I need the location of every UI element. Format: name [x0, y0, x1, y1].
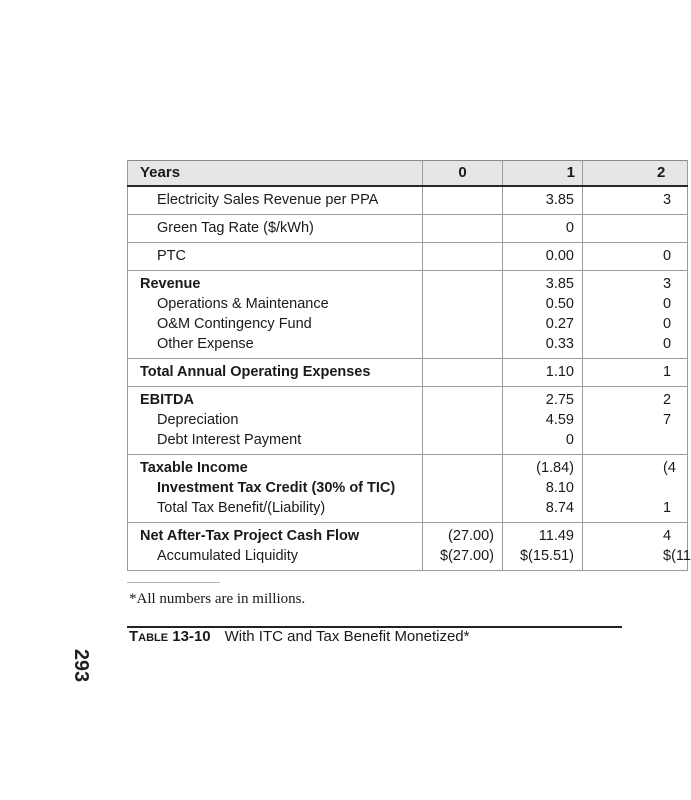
cell-year-1: $(15.51)	[519, 548, 574, 564]
cell-year-1: 2.75	[545, 392, 574, 408]
caption-text: With ITC and Tax Benefit Monetized*	[224, 628, 470, 645]
cell-year-2: 2	[663, 392, 672, 408]
table-row	[128, 215, 688, 243]
table-row	[128, 523, 688, 571]
table-row	[128, 359, 688, 387]
cell-year-1: 11.49	[538, 528, 574, 544]
row-label: Green Tag Rate ($/kWh)	[157, 220, 314, 236]
row-label-ebitda: EBITDA	[140, 392, 194, 408]
row-label: Depreciation	[157, 412, 239, 428]
cell-year-1: 0	[565, 432, 574, 448]
cell-year-2: 1	[663, 364, 672, 380]
table-row	[128, 387, 688, 455]
row-label-itc: Investment Tax Credit (30% of TIC)	[157, 480, 396, 496]
cell-year-0: $(27.00)	[439, 548, 494, 564]
table-caption	[129, 628, 469, 645]
cell-year-0	[423, 478, 494, 498]
row-label: Total Tax Benefit/(Liability)	[157, 500, 326, 516]
row-label: Debt Interest Payment	[157, 432, 302, 448]
cell-year-2: $(11	[663, 548, 691, 564]
cell-year-1: 0	[565, 220, 574, 236]
table-row	[128, 243, 688, 271]
cell-year-2	[663, 218, 687, 238]
row-label: Other Expense	[157, 336, 254, 352]
cash-flow-table	[127, 160, 691, 571]
cell-year-2: 3	[663, 276, 672, 292]
row-label: PTC	[157, 248, 186, 264]
cell-year-2: 0	[663, 336, 672, 352]
footnote: *All numbers are in millions.	[129, 591, 306, 607]
footnote-divider	[127, 582, 220, 583]
cell-year-2: 1	[663, 500, 672, 516]
cell-year-1: 0.00	[545, 248, 574, 264]
cell-year-0	[423, 430, 494, 450]
page-number	[64, 648, 98, 682]
header-years: Years	[128, 161, 423, 187]
cell-year-1: 8.10	[545, 480, 574, 496]
table-header-row	[128, 161, 688, 187]
cell-year-2: 3	[663, 192, 672, 208]
cell-year-2	[663, 430, 687, 450]
row-label-taxable-income: Taxable Income	[140, 460, 248, 476]
cell-year-1: 0.50	[545, 296, 574, 312]
cell-year-1: 1.10	[545, 364, 574, 380]
table-row	[128, 271, 688, 359]
header-year-2: 2	[583, 161, 688, 187]
cell-year-1: 8.74	[545, 500, 574, 516]
header-year-0: 0	[423, 161, 503, 187]
cell-year-2: 4	[663, 528, 672, 544]
cell-year-1: 3.85	[545, 276, 574, 292]
cell-year-0	[423, 498, 494, 518]
row-label-revenue: Revenue	[140, 276, 201, 292]
cell-year-2	[663, 478, 687, 498]
cell-year-2: 7	[663, 412, 672, 428]
row-label-total-opex: Total Annual Operating Expenses	[140, 364, 371, 380]
cell-year-0	[423, 362, 494, 382]
table-row	[128, 186, 688, 215]
cell-year-2: 0	[663, 316, 672, 332]
cell-year-0	[423, 294, 494, 314]
cell-year-1: 0.27	[545, 316, 574, 332]
cell-year-0	[423, 458, 494, 478]
row-label: Electricity Sales Revenue per PPA	[157, 192, 379, 208]
cell-year-2: 0	[663, 248, 672, 264]
cell-year-0	[423, 410, 494, 430]
caption-label: Table 13-10	[129, 628, 211, 645]
row-label-net-cash-flow: Net After-Tax Project Cash Flow	[140, 528, 360, 544]
cell-year-0	[423, 246, 494, 266]
cell-year-0	[423, 218, 494, 238]
cell-year-0	[423, 390, 494, 410]
cell-year-2: 0	[663, 296, 672, 312]
row-label: Operations & Maintenance	[157, 296, 329, 312]
cell-year-0	[423, 314, 494, 334]
cell-year-0	[423, 334, 494, 354]
cell-year-0: (27.00)	[448, 528, 494, 544]
header-year-1: 1	[503, 161, 583, 187]
financial-table-container	[127, 160, 691, 571]
row-label: Accumulated Liquidity	[157, 548, 299, 564]
cell-year-2: (4	[663, 460, 676, 476]
cell-year-0	[423, 190, 494, 210]
table-row	[128, 455, 688, 523]
row-label: O&M Contingency Fund	[157, 316, 312, 332]
cell-year-1: 4.59	[545, 412, 574, 428]
cell-year-1: 3.85	[545, 192, 574, 208]
cell-year-0	[423, 274, 494, 294]
cell-year-1: (1.84)	[536, 460, 574, 476]
cell-year-1: 0.33	[545, 336, 574, 352]
page-number-text: 293	[70, 648, 93, 682]
